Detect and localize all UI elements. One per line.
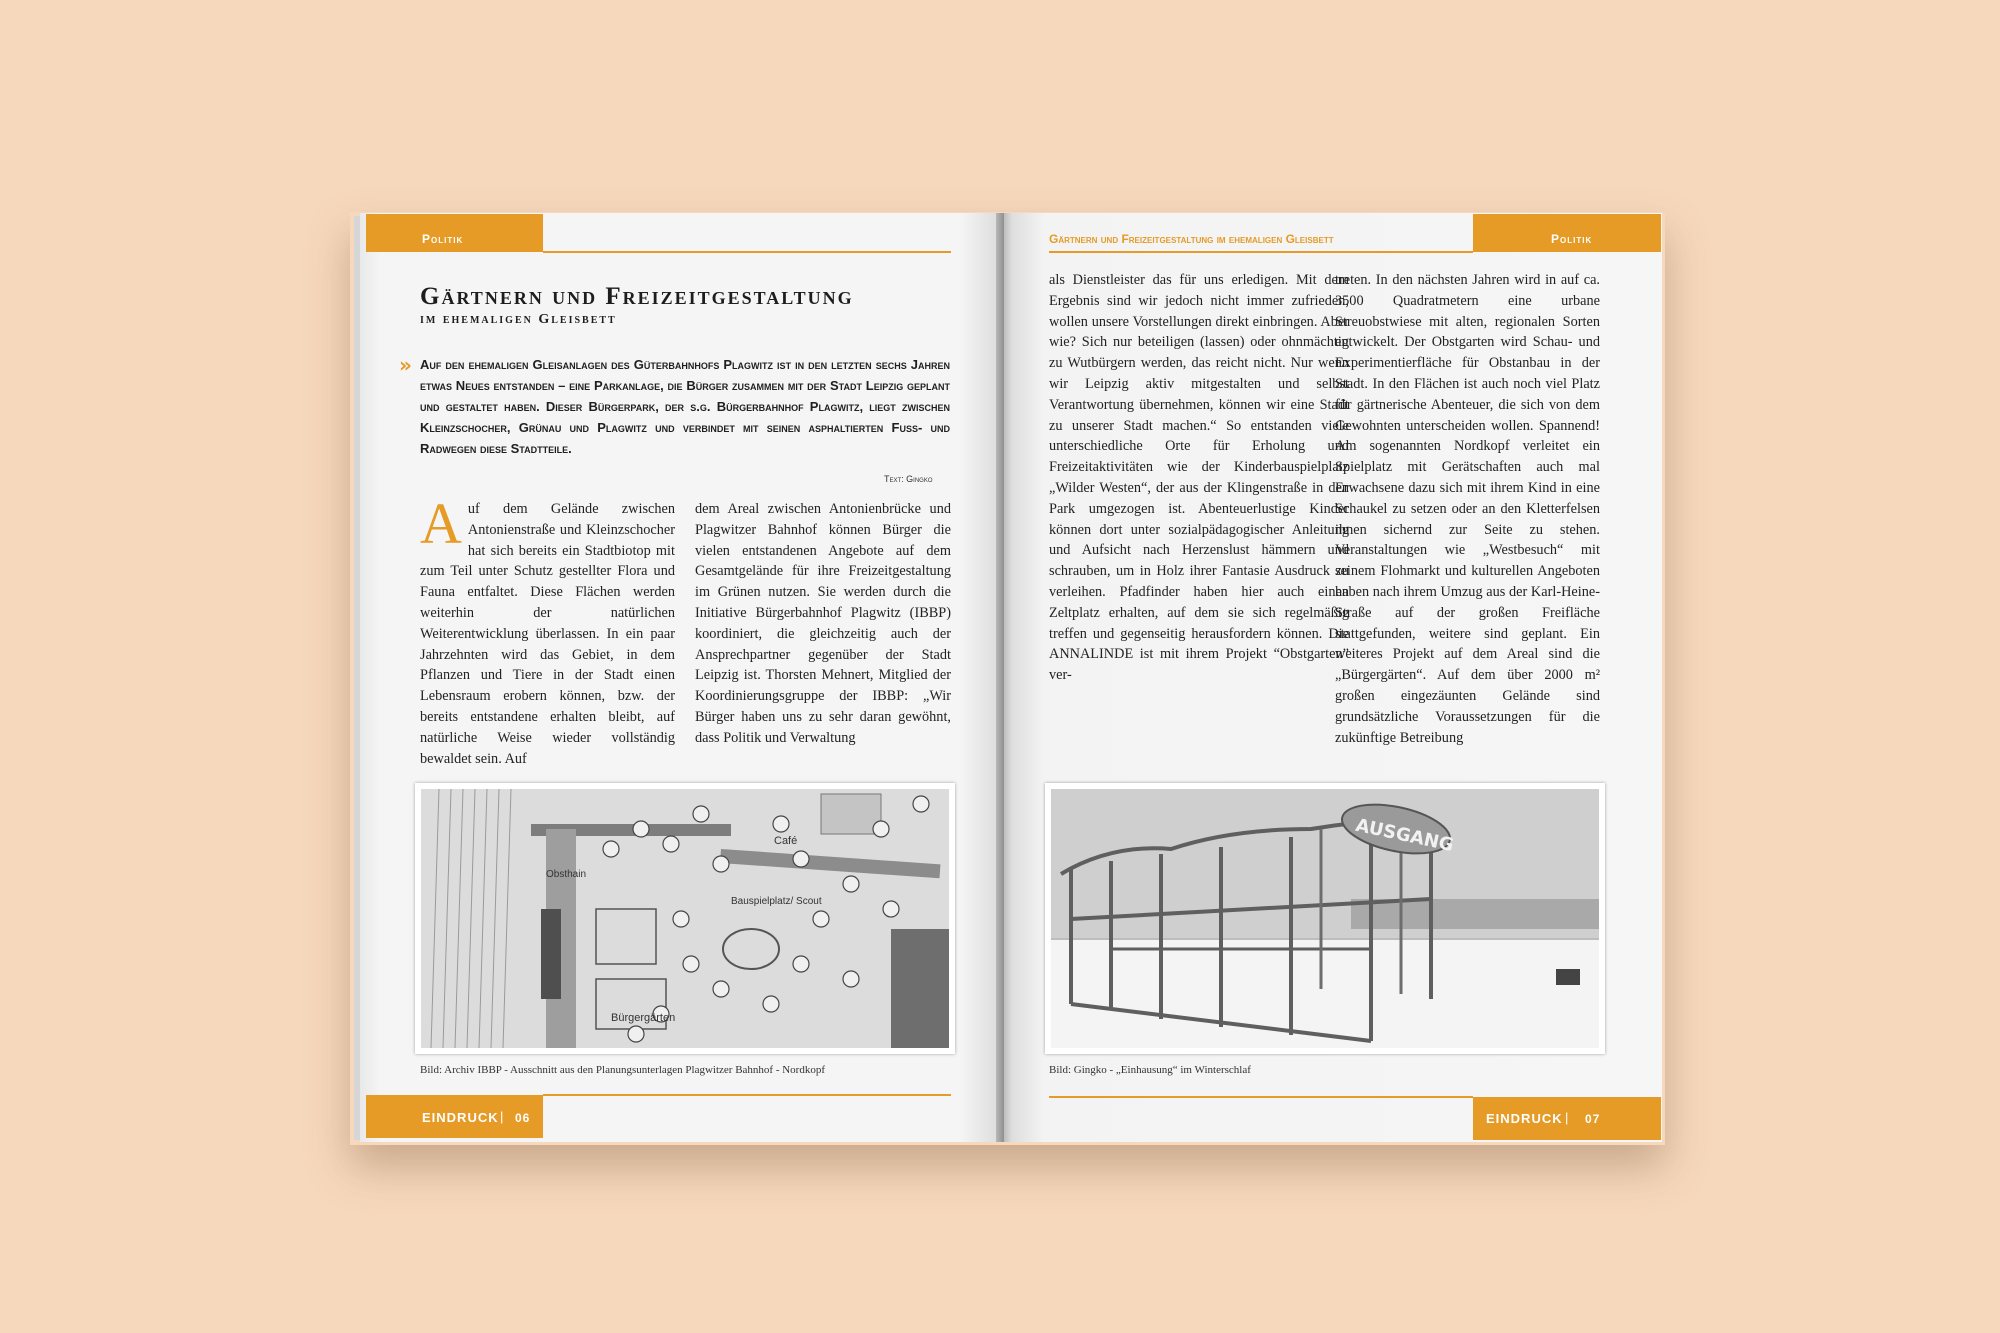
ausgang-sign-text: AUSGANG	[1353, 814, 1456, 857]
right-footer-rule	[1049, 1096, 1473, 1098]
drop-cap: A	[420, 499, 462, 556]
right-column-2: treten. In den nächsten Jahren wird in auf ca. 3500 Quadratmetern eine urbane Streuobstwiese mit alten, regionalen Sorten entwickelt. Der Obstgarten wird Schau- und Experimentierfläche für Obstanbau in der Stadt. In den Flächen ist auch noch viel Platz für gärtnerische Abenteuer, die sich von dem Gewohnten unterscheiden wollen. Spannend! Am sogenannten Nordkopf verleitet ein Spielplatz mit Gerätschaften auch mal Erwachsene dazu sich mit ihrem Kind in eine Schaukel zu setzen oder an den Kletterfelsen ihnen sichernd zur Seite zu stehen. Veranstaltungen wie „Westbesuch“ mit seinem Flohmarkt und kulturellen Angeboten haben nach ihrem Umzug aus der Karl-Heine-Straße auf der großen Freifläche stattgefunden, weitere sind geplant. Ein weiteres Projekt auf dem Areal sind die „Bürgergärten“. Auf dem über 2000 m² großen eingezäunten Gelände sind grundsätzliche Voraussetzungen für die zukünftige Betreibung	[1335, 272, 1600, 746]
right-page-number: 07	[1585, 1112, 1601, 1126]
left-page-number: 06	[515, 1111, 531, 1125]
map-label-cafe: Café	[774, 835, 798, 847]
right-column-1: als Dienstleister das für uns erledigen. Mit dem Ergebnis sind wir jedoch nicht immer zufrieden, wollen unsere Vorstellungen direkt einbringen. Aber wie? Sich nur beteiligen (lassen) oder ohnmächtig zu Wutbürgern werden, das reicht nicht. Nur wenn wir Leipzig aktiv mitgestalten und selbst Verantwortung übernehmen, können wir eine Stadt zu unserer Stadt machen.“ So entstanden viele unterschiedliche Orte für Erholung und Freizeitaktivitäten wie der Kinderbauspielplatz „Wilder Westen“, der aus der Klingenstraße in den Park umgezogen ist. Abenteuerlustige Kinder können dort unter sozialpädagogischer Anleitung und Aufsicht nach Herzenslust hämmern und schrauben, um in Holz ihrer Fantasie Ausdruck zu verleihen. Pfadfinder haben hier auch einen Zeltplatz erhalten, auf dem sie sich regelmäßig treffen und gegenseitig herausfordern können. Die ANNALINDE ist mit ihrem Projekt “Obstgarten” ver-	[1049, 272, 1349, 684]
site-plan-drawing	[421, 789, 949, 1048]
right-section-label: Politik	[1551, 232, 1593, 246]
right-footer-separator: |	[1565, 1110, 1570, 1125]
map-label-buergergaerten: Bürgergärten	[611, 1012, 676, 1024]
left-column-2: dem Areal zwischen Antonienbrücke und Plagwitzer Bahnhof können Bürger die vielen entstandenen Angebote auf dem Gesamtgelände für ihre Freizeitgestaltung im Grünen nutzen. Sie werden durch die Initiative Bürgerbahnhof Plagwitz (IBBP) koordiniert, die gleichzeitig auch der Ansprechpartner gegenüber der Stadt Leipzig ist. Thorsten Mehnert, Mitglied der Koordinierungsgruppe der IBBP: „Wir Bürger haben uns zu sehr daran gewöhnt, dass Politik und Verwaltung	[695, 501, 951, 746]
left-column-1	[420, 499, 675, 771]
left-footer-separator: |	[500, 1109, 505, 1124]
left-image-caption: Bild: Archiv IBBP - Ausschnitt aus den Planungsunterlagen Plagwitzer Bahnhof - Nordkopf	[420, 1064, 826, 1076]
right-footer-label: EINDRUCK	[1486, 1111, 1563, 1126]
article-title: Gärtnern und Freizeitgestaltung	[420, 283, 854, 310]
right-running-head: Gärtnern und Freizeitgestaltung im ehemaligen Gleisbett	[1049, 232, 1334, 246]
left-footer-rule	[543, 1094, 951, 1096]
site-plan-image	[415, 783, 955, 1054]
author-credit: Text: Gingko	[884, 474, 933, 484]
winter-photo	[1045, 783, 1605, 1054]
right-header-rule	[1049, 251, 1473, 253]
lead-marker-icon: »	[399, 353, 412, 377]
winter-photo-drawing	[1051, 789, 1599, 1048]
left-footer-label: EINDRUCK	[422, 1110, 499, 1125]
left-column-1-text: uf dem Gelände zwischen Antonienstraße und Kleinzschocher hat sich bereits ein Stadtbiotop mit zum Teil unter Schutz gestellter Flora und Fauna entfaltet. Diese Flächen werden weiterhin der natürlichen Weiterentwicklung überlassen. In ein paar Jahrzehnten wird das Gebiet, in dem Pflanzen und Tiere in der Stadt einen Lebensraum erobern können, bzw. der bereits entstandene erhalten bleibt, auf natürliche Weise wieder vollständig bewaldet sein. Auf	[420, 501, 675, 767]
article-subtitle: im ehemaligen Gleisbett	[420, 312, 617, 327]
left-header-rule	[543, 251, 951, 253]
map-label-obsthain: Obsthain	[546, 869, 587, 880]
right-image-caption: Bild: Gingko - „Einhausung“ im Winterschlaf	[1049, 1064, 1251, 1076]
map-label-bauspielplatz: Bauspielplatz/ Scout	[731, 896, 822, 907]
left-section-label: Politik	[422, 232, 464, 246]
article-lead: Auf den ehemaligen Gleisanlagen des Güterbahnhofs Plagwitz ist in den letzten sechs Jahren etwas Neues entstanden – eine Parkanlage, die Bürger zusammen mit der Stadt Leipzig geplant und gestaltet haben. Dieser Bürgerpark, der s.g. Bürgerbahnhof Plagwitz, liegt zwischen Kleinzschocher, Grünau und Plagwitz und verbindet mit seinen asphaltierten Fuß- und Radwegen diese Stadtteile.	[420, 357, 950, 456]
